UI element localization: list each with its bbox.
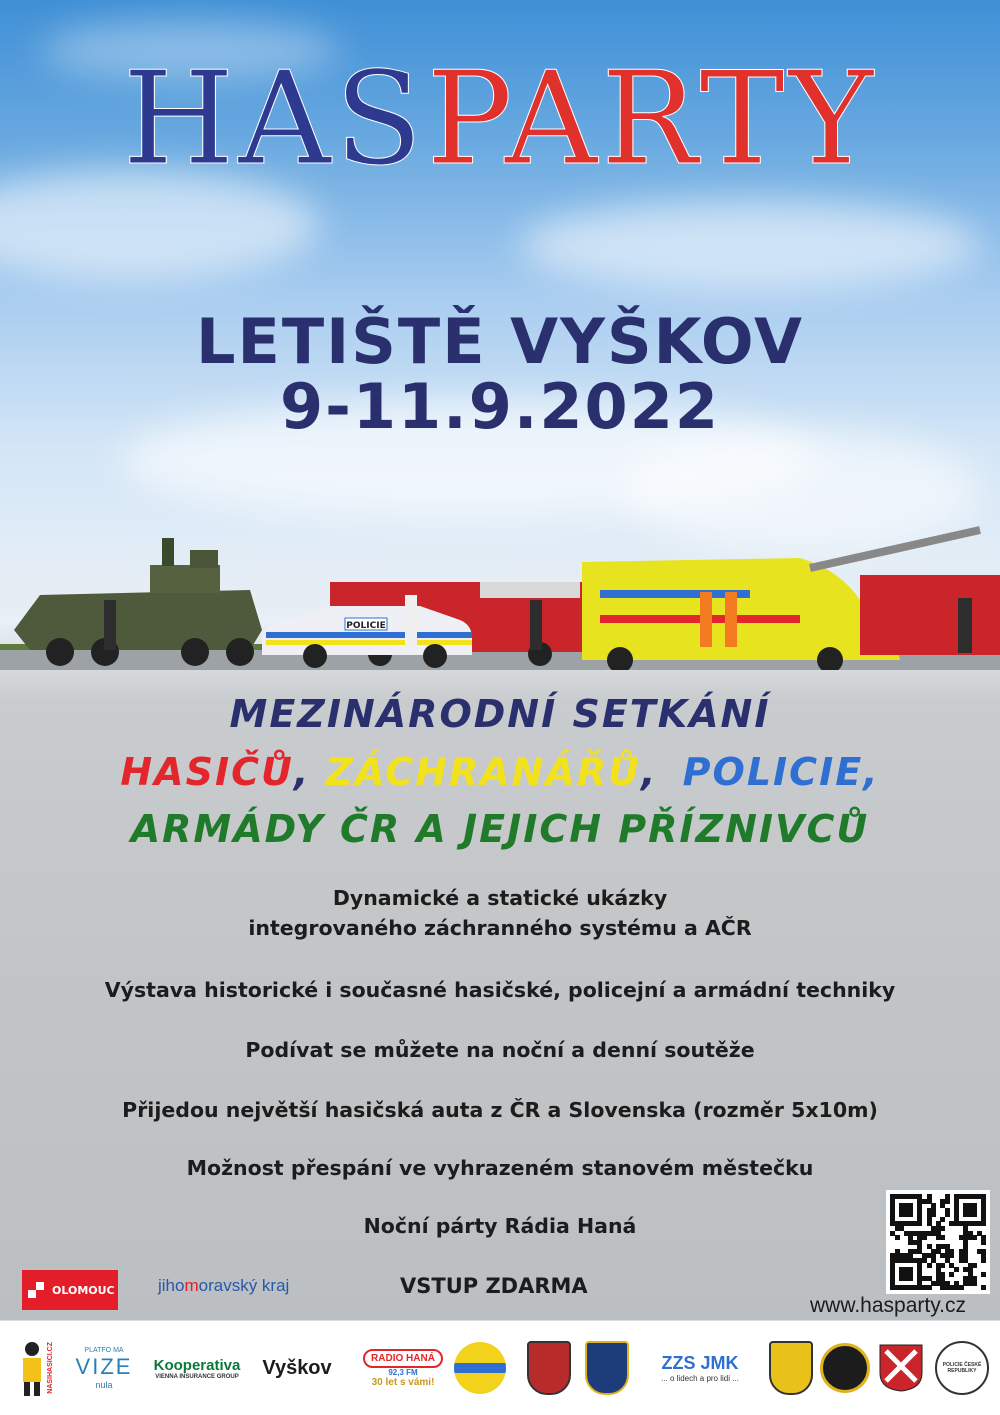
policie-cr-logo: POLICIE ČESKÉ REPUBLIKY [932,1339,992,1397]
free-entry: VSTUP ZDARMA [400,1274,588,1298]
info-line: Dynamické a statické ukázky [332,886,668,910]
heading-comma2: , [641,750,658,794]
info-line: integrovaného záchranného systému a AČR [248,916,752,940]
heading-zachranaru: ZÁCHRANÁŘŮ [325,750,641,794]
event-dates: 9-11.9.2022 [280,370,720,443]
radio-hana-logo: RADIO HANÁ 92,3 FM 30 let s vámi! [358,1339,448,1397]
heading-policie: POLICIE, [682,750,880,794]
region-emblem-icon [452,1339,508,1397]
info-line: Podívat se můžete na noční a denní soutěže [245,1038,755,1062]
info-line: Možnost přespání ve vyhrazeném stanovém městečku [186,1156,814,1180]
venue-place: LETIŠTĚ VYŠKOV [196,305,804,378]
event-title [0,45,1000,194]
police-car-label: POLICIE [346,621,386,631]
title-has: HAS [122,45,427,194]
zzs-jmk-logo: ZZS JMK ... o lidech a pro lidi ... [661,1353,739,1383]
vyskov-logo: Vyškov [262,1356,332,1379]
qr-code-icon[interactable] [886,1190,990,1294]
heading-line2 [0,750,1000,794]
olomouc-label: OLOMOUC [52,1283,115,1297]
fire-brigade-shield-icon [582,1339,632,1397]
army-emblem-icon [874,1339,928,1397]
info-line: Výstava historické i současné hasičské, policejní a armádní techniky [104,978,896,1002]
info-line: Přijedou největší hasičská auta z ČR a Slovenska (rozměr 5x10m) [122,1098,878,1122]
title-party: PARTY [426,45,878,194]
heading-hasicu: HASIČŮ [120,750,294,794]
military-emblem-icon [820,1339,870,1397]
nasihasici-logo: NASIHASICI.CZ [14,1339,56,1397]
vize-nula-logo: PLATFO MA VIZE nula [75,1346,133,1390]
olomouc-logo [22,1270,118,1310]
sponsor-bar [0,1320,1000,1415]
heading-line3: ARMÁDY ČR A JEJICH PŘÍZNIVCŮ [130,807,870,851]
rescue-unit-emblem-icon [766,1339,816,1397]
fire-rescue-emblem-icon [524,1339,574,1397]
olomouc-mark-icon [28,1282,44,1298]
armored-vehicle [14,538,262,666]
website-url[interactable]: www.hasparty.cz [810,1294,966,1317]
heading-comma1: , [293,750,311,794]
info-line: Noční párty Rádia Haná [363,1214,637,1238]
heading-line1: MEZINÁRODNÍ SETKÁNÍ [229,692,771,736]
ambulance [582,558,900,670]
vehicles-photo [0,520,1000,670]
kooperativa-logo: Kooperativa VIENNA INSURANCE GROUP [153,1356,241,1380]
jmk-logo: jihomoravský kraj [158,1276,290,1295]
